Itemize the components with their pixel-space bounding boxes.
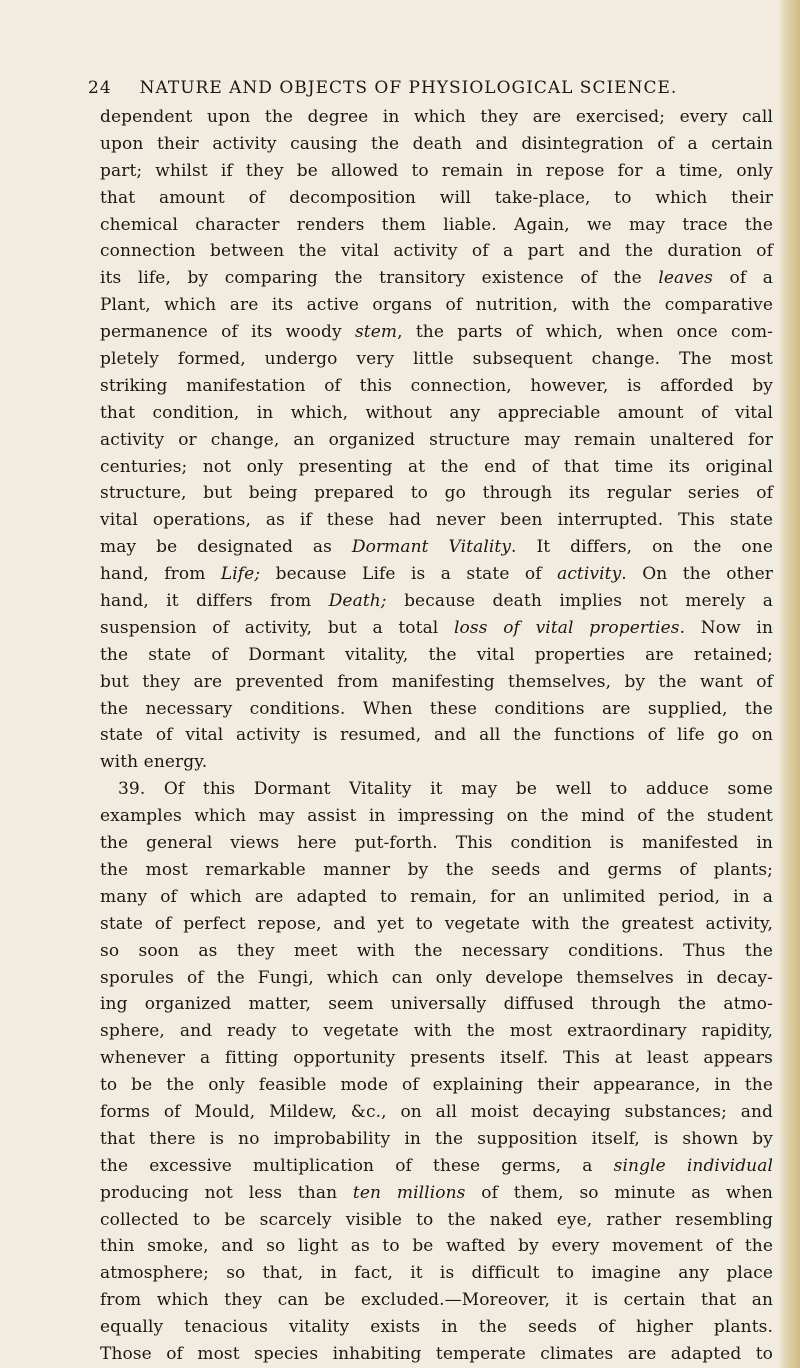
italic-term: Dormant Vitality	[351, 537, 512, 558]
text-line: the general views here put-forth. This condition is manifested in	[100, 833, 773, 854]
page-number: 24	[88, 78, 112, 98]
text-line: structure, but being prepared to go through its regular series of	[100, 483, 773, 504]
italic-term: stem	[354, 322, 398, 343]
page-edge-shadow	[778, 0, 800, 1368]
text-line: the necessary conditions. When these conditions are supplied, the	[100, 698, 773, 719]
text-line: many of which are adapted to remain, for an unlimited period, in a	[100, 886, 773, 907]
text-line: atmosphere; so that, in fact, it is difficult to imagine any place	[100, 1263, 773, 1284]
text-line: forms of Mould, Mildew, &c., on all moist decaying substances; and	[100, 1101, 773, 1122]
text-line: state of perfect repose, and yet to vegetate with the greatest activity,	[100, 913, 773, 934]
italic-term: Life;	[220, 564, 261, 585]
text-line: pletely formed, undergo very little subsequent change. The most	[100, 349, 773, 370]
text-line: ing organized matter, seem universally diffused through the atmo-	[100, 994, 773, 1015]
text-line: connection between the vital activity of a part and the duration of	[100, 241, 773, 262]
text-line: Those of most species inhabiting temperate climates are adapted to	[100, 1343, 773, 1364]
text-line: that condition, in which, without any appreciable amount of vital	[100, 402, 773, 423]
italic-term: leaves	[658, 268, 713, 289]
italic-term: ten millions	[352, 1182, 466, 1203]
text-line: may be designated as Dormant Vitality. It differs, on the one	[100, 537, 773, 558]
text-line: so soon as they meet with the necessary conditions. Thus the	[100, 940, 773, 961]
text-line: suspension of activity, but a total loss of vital properties. Now in	[100, 617, 773, 638]
text-line: its life, by comparing the transitory existence of the leaves of a	[100, 268, 773, 289]
text-line: with energy.	[100, 752, 208, 773]
text-line: Plant, which are its active organs of nutrition, with the comparative	[100, 295, 773, 316]
text-line: part; whilst if they be allowed to remain in repose for a time, only	[100, 160, 773, 181]
italic-term: activity	[557, 564, 622, 585]
text-line: examples which may assist in impressing on the mind of the student	[100, 806, 773, 827]
running-title: NATURE AND OBJECTS OF PHYSIOLOGICAL SCIENCE.	[139, 78, 678, 98]
text-line: that amount of decomposition will take-place, to which their	[100, 187, 773, 208]
text-line: activity or change, an organized structure may remain unaltered for	[100, 429, 773, 450]
italic-term: single individual	[613, 1155, 774, 1176]
text-line: to be the only feasible mode of explaining their appearance, in the	[100, 1075, 773, 1096]
text-line: hand, it differs from Death; because death implies not merely a	[100, 591, 773, 612]
text-line: centuries; not only presenting at the end of that time its original	[100, 456, 773, 477]
text-line: state of vital activity is resumed, and all the functions of life go on	[100, 725, 773, 746]
text-line: striking manifestation of this connection, however, is afforded by	[100, 375, 773, 396]
italic-term: loss of vital properties	[454, 617, 680, 638]
text-line: that there is no improbability in the supposition itself, is shown by	[100, 1128, 773, 1149]
italic-term: Death;	[328, 591, 387, 612]
paragraph-start: 39. Of this Dormant Vitality it may be well to adduce some	[118, 779, 773, 800]
text-line: chemical character renders them liable. Again, we may trace the	[100, 214, 773, 235]
text-line: whenever a fitting opportunity presents itself. This at least appears	[100, 1048, 773, 1069]
text-line: vital operations, as if these had never been interrupted. This state	[100, 510, 773, 531]
text-line: from which they can be excluded.—Moreover, it is certain that an	[100, 1290, 773, 1311]
text-line: equally tenacious vitality exists in the seeds of higher plants.	[100, 1317, 773, 1338]
text-line: hand, from Life; because Life is a state of activity. On the other	[100, 564, 773, 585]
text-line: sphere, and ready to vegetate with the most extraordinary rapidity,	[100, 1021, 773, 1042]
text-line: sporules of the Fungi, which can only develope themselves in decay-	[100, 967, 773, 988]
text-line: the most remarkable manner by the seeds and germs of plants;	[100, 859, 773, 880]
text-line: permanence of its woody stem, the parts of which, when once com-	[100, 322, 774, 343]
text-line: dependent upon the degree in which they are exercised; every call	[100, 107, 773, 127]
body-text	[100, 104, 773, 1368]
text-line: upon their activity causing the death and disintegration of a certain	[100, 133, 773, 154]
text-line: the excessive multiplication of these germs, a single individual	[100, 1155, 774, 1176]
text-line: the state of Dormant vitality, the vital properties are retained;	[100, 644, 773, 665]
text-line: producing not less than ten millions of them, so minute as when	[100, 1182, 773, 1203]
text-line: thin smoke, and so light as to be wafted by every movement of the	[100, 1236, 773, 1257]
text-line: but they are prevented from manifesting themselves, by the want of	[100, 671, 773, 692]
text-line: collected to be scarcely visible to the naked eye, rather resembling	[100, 1209, 773, 1230]
running-header	[88, 78, 788, 98]
